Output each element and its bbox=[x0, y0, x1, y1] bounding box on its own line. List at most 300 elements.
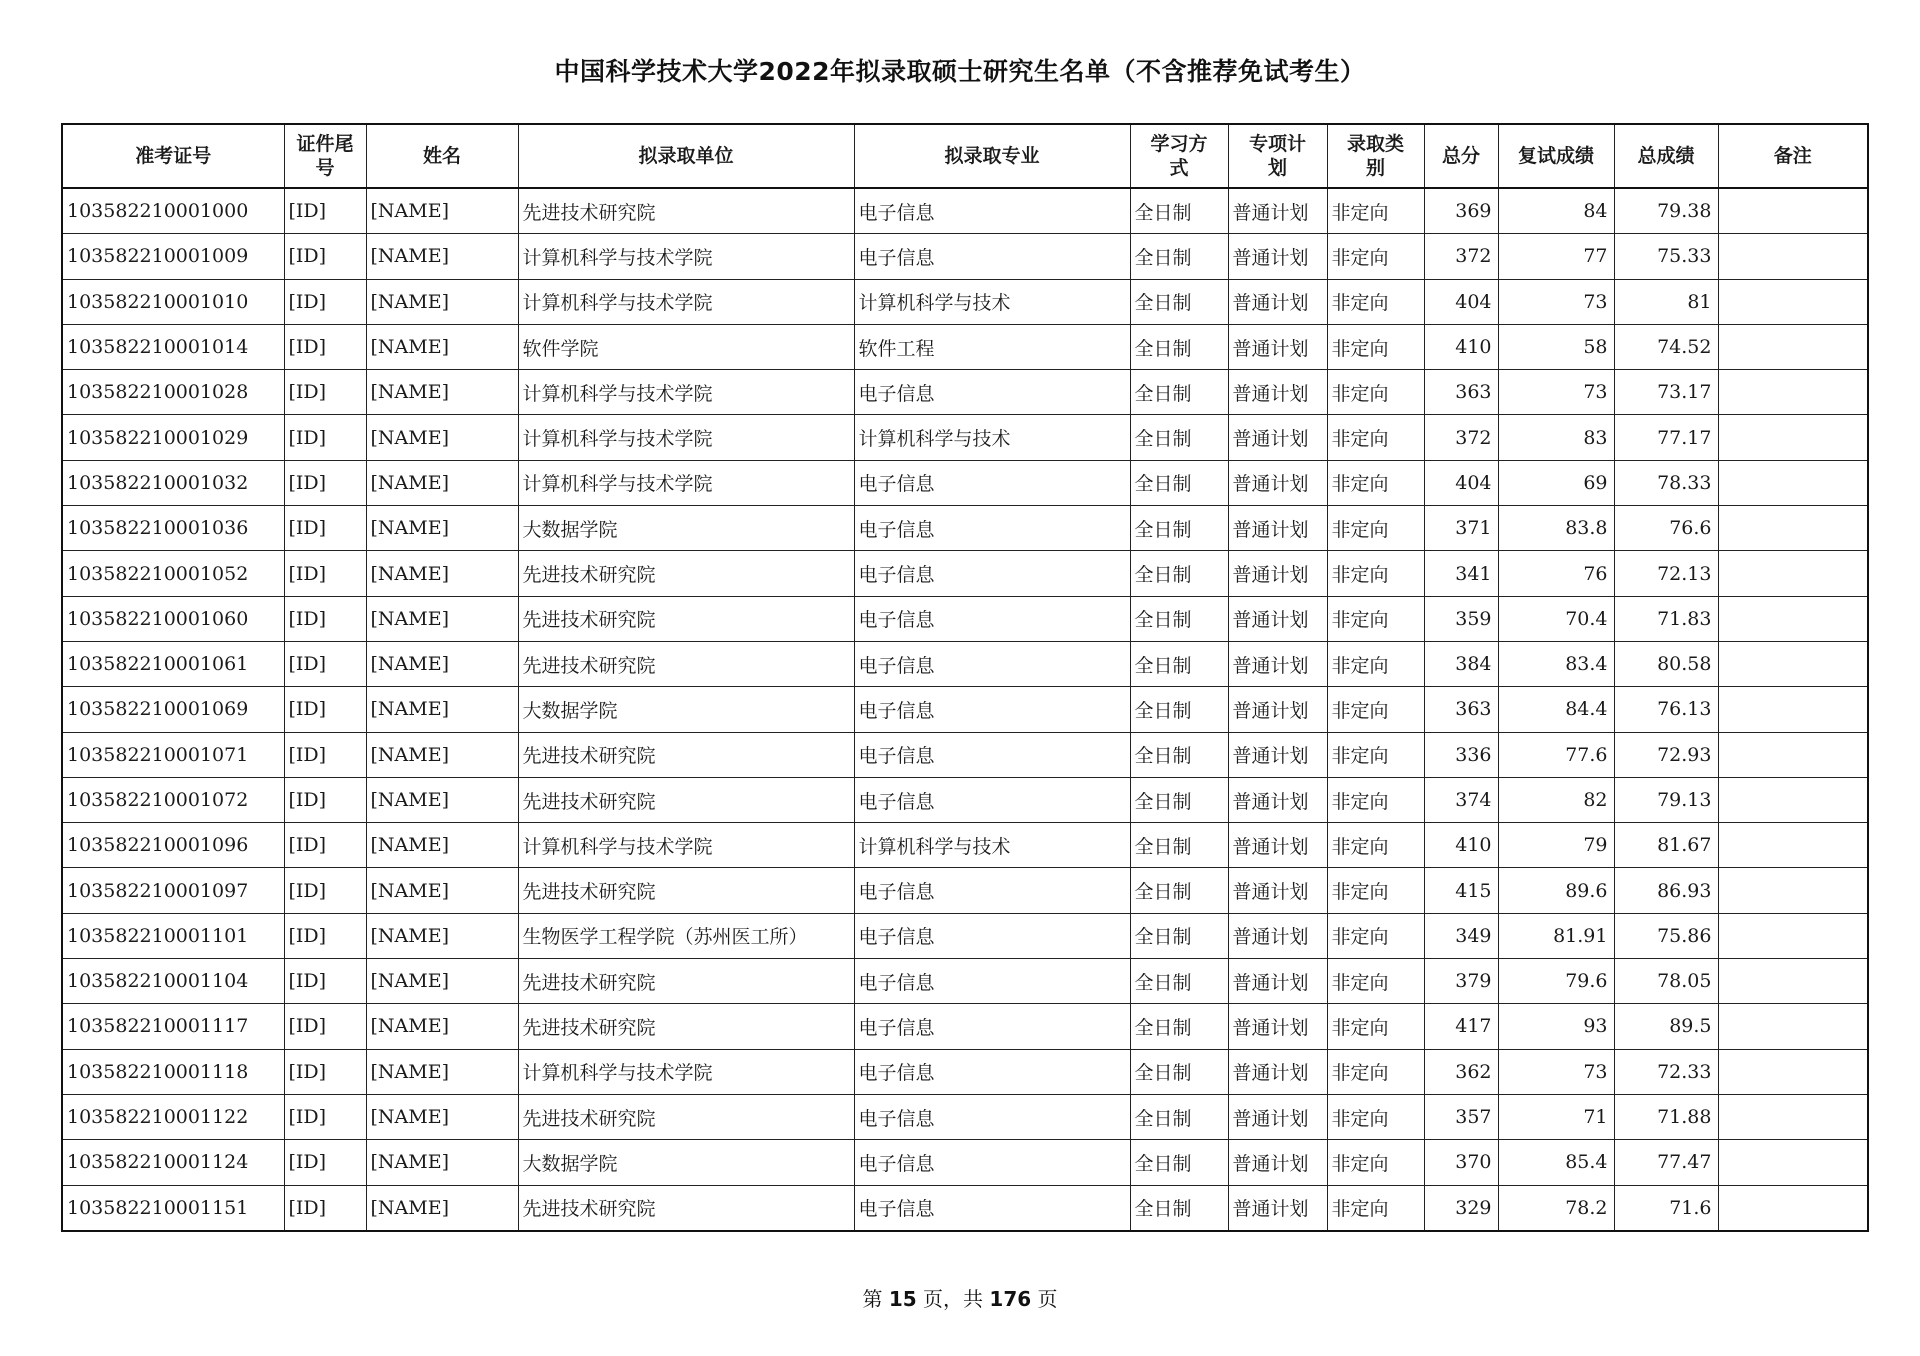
retest-score-cell: 78.2 bbox=[1498, 1185, 1614, 1231]
total-score-cell: 363 bbox=[1424, 370, 1498, 415]
unit-cell: 先进技术研究院 bbox=[518, 868, 854, 913]
special-plan-cell: 普通计划 bbox=[1228, 868, 1327, 913]
remarks-cell bbox=[1718, 823, 1868, 868]
table-row bbox=[62, 279, 1868, 324]
name-cell: [NAME] bbox=[366, 868, 518, 913]
admission-type-cell: 非定向 bbox=[1327, 1140, 1424, 1185]
footer-middle: 页，共 bbox=[923, 1287, 984, 1311]
admission-type-cell: 非定向 bbox=[1327, 460, 1424, 505]
name-cell: [NAME] bbox=[366, 596, 518, 641]
id-suffix-cell: [ID] bbox=[284, 415, 366, 460]
id-suffix-cell: [ID] bbox=[284, 1049, 366, 1094]
final-score-cell: 86.93 bbox=[1614, 868, 1718, 913]
exam-id-cell: 103582210001052 bbox=[62, 551, 284, 596]
retest-score-cell: 85.4 bbox=[1498, 1140, 1614, 1185]
total-score-cell: 359 bbox=[1424, 596, 1498, 641]
col-header-admission-type: 录取类别 bbox=[1327, 124, 1424, 188]
remarks-cell bbox=[1718, 687, 1868, 732]
total-score-cell: 363 bbox=[1424, 687, 1498, 732]
unit-cell: 计算机科学与技术学院 bbox=[518, 1049, 854, 1094]
remarks-cell bbox=[1718, 188, 1868, 234]
major-cell: 电子信息 bbox=[854, 641, 1130, 686]
table-row bbox=[62, 460, 1868, 505]
study-mode-cell: 全日制 bbox=[1130, 1094, 1228, 1139]
special-plan-cell: 普通计划 bbox=[1228, 506, 1327, 551]
total-score-cell: 379 bbox=[1424, 959, 1498, 1004]
table-row bbox=[62, 1094, 1868, 1139]
table-row bbox=[62, 732, 1868, 777]
retest-score-cell: 73 bbox=[1498, 370, 1614, 415]
remarks-cell bbox=[1718, 1004, 1868, 1049]
footer-suffix: 页 bbox=[1037, 1287, 1058, 1311]
exam-id-cell: 103582210001101 bbox=[62, 913, 284, 958]
exam-id-cell: 103582210001151 bbox=[62, 1185, 284, 1231]
special-plan-cell: 普通计划 bbox=[1228, 1004, 1327, 1049]
final-score-cell: 72.33 bbox=[1614, 1049, 1718, 1094]
exam-id-cell: 103582210001117 bbox=[62, 1004, 284, 1049]
admission-type-cell: 非定向 bbox=[1327, 732, 1424, 777]
name-cell: [NAME] bbox=[366, 506, 518, 551]
retest-score-cell: 84 bbox=[1498, 188, 1614, 234]
name-cell: [NAME] bbox=[366, 823, 518, 868]
major-cell: 电子信息 bbox=[854, 596, 1130, 641]
final-score-cell: 72.93 bbox=[1614, 732, 1718, 777]
major-cell: 计算机科学与技术 bbox=[854, 823, 1130, 868]
id-suffix-cell: [ID] bbox=[284, 1185, 366, 1231]
special-plan-cell: 普通计划 bbox=[1228, 279, 1327, 324]
final-score-cell: 71.83 bbox=[1614, 596, 1718, 641]
special-plan-cell: 普通计划 bbox=[1228, 188, 1327, 234]
special-plan-cell: 普通计划 bbox=[1228, 1094, 1327, 1139]
final-score-cell: 79.38 bbox=[1614, 188, 1718, 234]
unit-cell: 计算机科学与技术学院 bbox=[518, 460, 854, 505]
study-mode-cell: 全日制 bbox=[1130, 324, 1228, 369]
table-row bbox=[62, 959, 1868, 1004]
table-row bbox=[62, 415, 1868, 460]
admission-type-cell: 非定向 bbox=[1327, 551, 1424, 596]
retest-score-cell: 89.6 bbox=[1498, 868, 1614, 913]
table-row bbox=[62, 913, 1868, 958]
id-suffix-cell: [ID] bbox=[284, 959, 366, 1004]
study-mode-cell: 全日制 bbox=[1130, 732, 1228, 777]
retest-score-cell: 83.8 bbox=[1498, 506, 1614, 551]
total-score-cell: 372 bbox=[1424, 234, 1498, 279]
special-plan-cell: 普通计划 bbox=[1228, 823, 1327, 868]
unit-cell: 先进技术研究院 bbox=[518, 641, 854, 686]
name-cell: [NAME] bbox=[366, 1094, 518, 1139]
final-score-cell: 76.6 bbox=[1614, 506, 1718, 551]
admission-type-cell: 非定向 bbox=[1327, 1004, 1424, 1049]
study-mode-cell: 全日制 bbox=[1130, 188, 1228, 234]
special-plan-cell: 普通计划 bbox=[1228, 913, 1327, 958]
total-score-cell: 362 bbox=[1424, 1049, 1498, 1094]
unit-cell: 先进技术研究院 bbox=[518, 188, 854, 234]
unit-cell: 生物医学工程学院（苏州医工所） bbox=[518, 913, 854, 958]
table-row bbox=[62, 1140, 1868, 1185]
exam-id-cell: 103582210001060 bbox=[62, 596, 284, 641]
final-score-cell: 72.13 bbox=[1614, 551, 1718, 596]
major-cell: 电子信息 bbox=[854, 1049, 1130, 1094]
admission-type-cell: 非定向 bbox=[1327, 823, 1424, 868]
total-score-cell: 374 bbox=[1424, 777, 1498, 822]
remarks-cell bbox=[1718, 234, 1868, 279]
unit-cell: 先进技术研究院 bbox=[518, 777, 854, 822]
footer-prefix: 第 bbox=[862, 1287, 883, 1311]
total-score-cell: 410 bbox=[1424, 823, 1498, 868]
special-plan-cell: 普通计划 bbox=[1228, 1185, 1327, 1231]
retest-score-cell: 73 bbox=[1498, 279, 1614, 324]
total-page-number: 176 bbox=[989, 1287, 1032, 1311]
exam-id-cell: 103582210001014 bbox=[62, 324, 284, 369]
id-suffix-cell: [ID] bbox=[284, 868, 366, 913]
admission-type-cell: 非定向 bbox=[1327, 596, 1424, 641]
major-cell: 电子信息 bbox=[854, 913, 1130, 958]
remarks-cell bbox=[1718, 370, 1868, 415]
final-score-cell: 76.13 bbox=[1614, 687, 1718, 732]
id-suffix-cell: [ID] bbox=[284, 732, 366, 777]
remarks-cell bbox=[1718, 1049, 1868, 1094]
table-row bbox=[62, 823, 1868, 868]
admission-type-cell: 非定向 bbox=[1327, 415, 1424, 460]
total-score-cell: 370 bbox=[1424, 1140, 1498, 1185]
major-cell: 电子信息 bbox=[854, 1185, 1130, 1231]
major-cell: 电子信息 bbox=[854, 732, 1130, 777]
major-cell: 计算机科学与技术 bbox=[854, 279, 1130, 324]
exam-id-cell: 103582210001010 bbox=[62, 279, 284, 324]
unit-cell: 计算机科学与技术学院 bbox=[518, 823, 854, 868]
page-footer bbox=[0, 1283, 1920, 1312]
study-mode-cell: 全日制 bbox=[1130, 460, 1228, 505]
id-suffix-cell: [ID] bbox=[284, 1094, 366, 1139]
retest-score-cell: 82 bbox=[1498, 777, 1614, 822]
table-row bbox=[62, 1004, 1868, 1049]
name-cell: [NAME] bbox=[366, 324, 518, 369]
study-mode-cell: 全日制 bbox=[1130, 823, 1228, 868]
admission-type-cell: 非定向 bbox=[1327, 777, 1424, 822]
total-score-cell: 417 bbox=[1424, 1004, 1498, 1049]
final-score-cell: 74.52 bbox=[1614, 324, 1718, 369]
id-suffix-cell: [ID] bbox=[284, 641, 366, 686]
col-header-id-suffix: 证件尾号 bbox=[284, 124, 366, 188]
unit-cell: 大数据学院 bbox=[518, 687, 854, 732]
table-row bbox=[62, 1049, 1868, 1094]
retest-score-cell: 83 bbox=[1498, 415, 1614, 460]
final-score-cell: 71.88 bbox=[1614, 1094, 1718, 1139]
id-suffix-cell: [ID] bbox=[284, 460, 366, 505]
col-header-major: 拟录取专业 bbox=[854, 124, 1130, 188]
final-score-cell: 79.13 bbox=[1614, 777, 1718, 822]
total-score-cell: 415 bbox=[1424, 868, 1498, 913]
admission-type-cell: 非定向 bbox=[1327, 506, 1424, 551]
table-row bbox=[62, 596, 1868, 641]
id-suffix-cell: [ID] bbox=[284, 596, 366, 641]
major-cell: 计算机科学与技术 bbox=[854, 415, 1130, 460]
study-mode-cell: 全日制 bbox=[1130, 279, 1228, 324]
study-mode-cell: 全日制 bbox=[1130, 687, 1228, 732]
id-suffix-cell: [ID] bbox=[284, 551, 366, 596]
final-score-cell: 75.33 bbox=[1614, 234, 1718, 279]
study-mode-cell: 全日制 bbox=[1130, 1049, 1228, 1094]
special-plan-cell: 普通计划 bbox=[1228, 687, 1327, 732]
major-cell: 电子信息 bbox=[854, 188, 1130, 234]
col-header-study-mode: 学习方式 bbox=[1130, 124, 1228, 188]
name-cell: [NAME] bbox=[366, 687, 518, 732]
remarks-cell bbox=[1718, 596, 1868, 641]
special-plan-cell: 普通计划 bbox=[1228, 641, 1327, 686]
unit-cell: 计算机科学与技术学院 bbox=[518, 370, 854, 415]
exam-id-cell: 103582210001061 bbox=[62, 641, 284, 686]
remarks-cell bbox=[1718, 1185, 1868, 1231]
col-header-unit: 拟录取单位 bbox=[518, 124, 854, 188]
id-suffix-cell: [ID] bbox=[284, 777, 366, 822]
id-suffix-cell: [ID] bbox=[284, 324, 366, 369]
unit-cell: 计算机科学与技术学院 bbox=[518, 234, 854, 279]
col-header-retest-score: 复试成绩 bbox=[1498, 124, 1614, 188]
id-suffix-cell: [ID] bbox=[284, 234, 366, 279]
final-score-cell: 77.17 bbox=[1614, 415, 1718, 460]
name-cell: [NAME] bbox=[366, 1140, 518, 1185]
remarks-cell bbox=[1718, 732, 1868, 777]
id-suffix-cell: [ID] bbox=[284, 279, 366, 324]
remarks-cell bbox=[1718, 1140, 1868, 1185]
special-plan-cell: 普通计划 bbox=[1228, 234, 1327, 279]
table-row bbox=[62, 324, 1868, 369]
exam-id-cell: 103582210001000 bbox=[62, 188, 284, 234]
name-cell: [NAME] bbox=[366, 641, 518, 686]
table-body bbox=[62, 188, 1868, 1231]
final-score-cell: 89.5 bbox=[1614, 1004, 1718, 1049]
special-plan-cell: 普通计划 bbox=[1228, 596, 1327, 641]
name-cell: [NAME] bbox=[366, 188, 518, 234]
name-cell: [NAME] bbox=[366, 460, 518, 505]
id-suffix-cell: [ID] bbox=[284, 506, 366, 551]
study-mode-cell: 全日制 bbox=[1130, 1004, 1228, 1049]
special-plan-cell: 普通计划 bbox=[1228, 415, 1327, 460]
major-cell: 电子信息 bbox=[854, 959, 1130, 1004]
study-mode-cell: 全日制 bbox=[1130, 959, 1228, 1004]
retest-score-cell: 58 bbox=[1498, 324, 1614, 369]
special-plan-cell: 普通计划 bbox=[1228, 732, 1327, 777]
special-plan-cell: 普通计划 bbox=[1228, 1140, 1327, 1185]
special-plan-cell: 普通计划 bbox=[1228, 777, 1327, 822]
remarks-cell bbox=[1718, 324, 1868, 369]
unit-cell: 大数据学院 bbox=[518, 1140, 854, 1185]
retest-score-cell: 79.6 bbox=[1498, 959, 1614, 1004]
study-mode-cell: 全日制 bbox=[1130, 506, 1228, 551]
retest-score-cell: 79 bbox=[1498, 823, 1614, 868]
unit-cell: 计算机科学与技术学院 bbox=[518, 415, 854, 460]
exam-id-cell: 103582210001071 bbox=[62, 732, 284, 777]
table-header-row bbox=[62, 124, 1868, 188]
final-score-cell: 78.33 bbox=[1614, 460, 1718, 505]
retest-score-cell: 76 bbox=[1498, 551, 1614, 596]
total-score-cell: 336 bbox=[1424, 732, 1498, 777]
study-mode-cell: 全日制 bbox=[1130, 777, 1228, 822]
col-header-special-plan: 专项计划 bbox=[1228, 124, 1327, 188]
special-plan-cell: 普通计划 bbox=[1228, 959, 1327, 1004]
remarks-cell bbox=[1718, 460, 1868, 505]
exam-id-cell: 103582210001122 bbox=[62, 1094, 284, 1139]
admission-table bbox=[61, 123, 1869, 1232]
unit-cell: 先进技术研究院 bbox=[518, 1094, 854, 1139]
admission-type-cell: 非定向 bbox=[1327, 234, 1424, 279]
col-header-total-score: 总分 bbox=[1424, 124, 1498, 188]
admission-type-cell: 非定向 bbox=[1327, 324, 1424, 369]
table-row bbox=[62, 188, 1868, 234]
study-mode-cell: 全日制 bbox=[1130, 1185, 1228, 1231]
retest-score-cell: 71 bbox=[1498, 1094, 1614, 1139]
admission-type-cell: 非定向 bbox=[1327, 1094, 1424, 1139]
name-cell: [NAME] bbox=[366, 551, 518, 596]
unit-cell: 先进技术研究院 bbox=[518, 551, 854, 596]
retest-score-cell: 83.4 bbox=[1498, 641, 1614, 686]
name-cell: [NAME] bbox=[366, 415, 518, 460]
admission-type-cell: 非定向 bbox=[1327, 959, 1424, 1004]
final-score-cell: 81.67 bbox=[1614, 823, 1718, 868]
study-mode-cell: 全日制 bbox=[1130, 370, 1228, 415]
exam-id-cell: 103582210001069 bbox=[62, 687, 284, 732]
col-header-exam-id: 准考证号 bbox=[62, 124, 284, 188]
admission-type-cell: 非定向 bbox=[1327, 641, 1424, 686]
remarks-cell bbox=[1718, 279, 1868, 324]
unit-cell: 先进技术研究院 bbox=[518, 732, 854, 777]
special-plan-cell: 普通计划 bbox=[1228, 1049, 1327, 1094]
major-cell: 电子信息 bbox=[854, 234, 1130, 279]
final-score-cell: 77.47 bbox=[1614, 1140, 1718, 1185]
total-score-cell: 404 bbox=[1424, 279, 1498, 324]
major-cell: 电子信息 bbox=[854, 868, 1130, 913]
exam-id-cell: 103582210001104 bbox=[62, 959, 284, 1004]
name-cell: [NAME] bbox=[366, 370, 518, 415]
col-header-final-score: 总成绩 bbox=[1614, 124, 1718, 188]
major-cell: 电子信息 bbox=[854, 1140, 1130, 1185]
retest-score-cell: 73 bbox=[1498, 1049, 1614, 1094]
table-row bbox=[62, 687, 1868, 732]
name-cell: [NAME] bbox=[366, 732, 518, 777]
retest-score-cell: 93 bbox=[1498, 1004, 1614, 1049]
study-mode-cell: 全日制 bbox=[1130, 415, 1228, 460]
final-score-cell: 71.6 bbox=[1614, 1185, 1718, 1231]
remarks-cell bbox=[1718, 1094, 1868, 1139]
remarks-cell bbox=[1718, 551, 1868, 596]
remarks-cell bbox=[1718, 506, 1868, 551]
exam-id-cell: 103582210001096 bbox=[62, 823, 284, 868]
final-score-cell: 78.05 bbox=[1614, 959, 1718, 1004]
admission-type-cell: 非定向 bbox=[1327, 1049, 1424, 1094]
exam-id-cell: 103582210001124 bbox=[62, 1140, 284, 1185]
name-cell: [NAME] bbox=[366, 234, 518, 279]
total-score-cell: 410 bbox=[1424, 324, 1498, 369]
unit-cell: 先进技术研究院 bbox=[518, 596, 854, 641]
table-row bbox=[62, 868, 1868, 913]
study-mode-cell: 全日制 bbox=[1130, 641, 1228, 686]
exam-id-cell: 103582210001009 bbox=[62, 234, 284, 279]
unit-cell: 先进技术研究院 bbox=[518, 959, 854, 1004]
name-cell: [NAME] bbox=[366, 1049, 518, 1094]
admission-type-cell: 非定向 bbox=[1327, 913, 1424, 958]
retest-score-cell: 77.6 bbox=[1498, 732, 1614, 777]
unit-cell: 计算机科学与技术学院 bbox=[518, 279, 854, 324]
exam-id-cell: 103582210001097 bbox=[62, 868, 284, 913]
exam-id-cell: 103582210001036 bbox=[62, 506, 284, 551]
table-row bbox=[62, 641, 1868, 686]
study-mode-cell: 全日制 bbox=[1130, 234, 1228, 279]
study-mode-cell: 全日制 bbox=[1130, 551, 1228, 596]
major-cell: 电子信息 bbox=[854, 687, 1130, 732]
retest-score-cell: 70.4 bbox=[1498, 596, 1614, 641]
exam-id-cell: 103582210001032 bbox=[62, 460, 284, 505]
name-cell: [NAME] bbox=[366, 1004, 518, 1049]
major-cell: 电子信息 bbox=[854, 460, 1130, 505]
special-plan-cell: 普通计划 bbox=[1228, 551, 1327, 596]
final-score-cell: 73.17 bbox=[1614, 370, 1718, 415]
current-page-number: 15 bbox=[888, 1287, 917, 1311]
exam-id-cell: 103582210001029 bbox=[62, 415, 284, 460]
total-score-cell: 384 bbox=[1424, 641, 1498, 686]
unit-cell: 大数据学院 bbox=[518, 506, 854, 551]
name-cell: [NAME] bbox=[366, 777, 518, 822]
final-score-cell: 81 bbox=[1614, 279, 1718, 324]
id-suffix-cell: [ID] bbox=[284, 188, 366, 234]
id-suffix-cell: [ID] bbox=[284, 1004, 366, 1049]
table-row bbox=[62, 777, 1868, 822]
id-suffix-cell: [ID] bbox=[284, 823, 366, 868]
id-suffix-cell: [ID] bbox=[284, 687, 366, 732]
id-suffix-cell: [ID] bbox=[284, 370, 366, 415]
table-row bbox=[62, 370, 1868, 415]
id-suffix-cell: [ID] bbox=[284, 1140, 366, 1185]
retest-score-cell: 84.4 bbox=[1498, 687, 1614, 732]
major-cell: 电子信息 bbox=[854, 551, 1130, 596]
total-score-cell: 357 bbox=[1424, 1094, 1498, 1139]
id-suffix-cell: [ID] bbox=[284, 913, 366, 958]
final-score-cell: 75.86 bbox=[1614, 913, 1718, 958]
total-score-cell: 349 bbox=[1424, 913, 1498, 958]
remarks-cell bbox=[1718, 913, 1868, 958]
major-cell: 电子信息 bbox=[854, 1094, 1130, 1139]
exam-id-cell: 103582210001028 bbox=[62, 370, 284, 415]
total-score-cell: 372 bbox=[1424, 415, 1498, 460]
total-score-cell: 371 bbox=[1424, 506, 1498, 551]
special-plan-cell: 普通计划 bbox=[1228, 324, 1327, 369]
total-score-cell: 329 bbox=[1424, 1185, 1498, 1231]
retest-score-cell: 81.91 bbox=[1498, 913, 1614, 958]
remarks-cell bbox=[1718, 777, 1868, 822]
study-mode-cell: 全日制 bbox=[1130, 913, 1228, 958]
major-cell: 电子信息 bbox=[854, 1004, 1130, 1049]
study-mode-cell: 全日制 bbox=[1130, 596, 1228, 641]
name-cell: [NAME] bbox=[366, 913, 518, 958]
final-score-cell: 80.58 bbox=[1614, 641, 1718, 686]
major-cell: 软件工程 bbox=[854, 324, 1130, 369]
exam-id-cell: 103582210001118 bbox=[62, 1049, 284, 1094]
admission-type-cell: 非定向 bbox=[1327, 188, 1424, 234]
name-cell: [NAME] bbox=[366, 1185, 518, 1231]
retest-score-cell: 77 bbox=[1498, 234, 1614, 279]
major-cell: 电子信息 bbox=[854, 506, 1130, 551]
table-row bbox=[62, 551, 1868, 596]
retest-score-cell: 69 bbox=[1498, 460, 1614, 505]
unit-cell: 先进技术研究院 bbox=[518, 1185, 854, 1231]
total-score-cell: 341 bbox=[1424, 551, 1498, 596]
table-row bbox=[62, 234, 1868, 279]
page-title: 中国科学技术大学2022年拟录取硕士研究生名单（不含推荐免试考生） bbox=[554, 57, 1366, 86]
total-score-cell: 369 bbox=[1424, 188, 1498, 234]
total-score-cell: 404 bbox=[1424, 460, 1498, 505]
admission-type-cell: 非定向 bbox=[1327, 279, 1424, 324]
unit-cell: 软件学院 bbox=[518, 324, 854, 369]
admission-type-cell: 非定向 bbox=[1327, 370, 1424, 415]
